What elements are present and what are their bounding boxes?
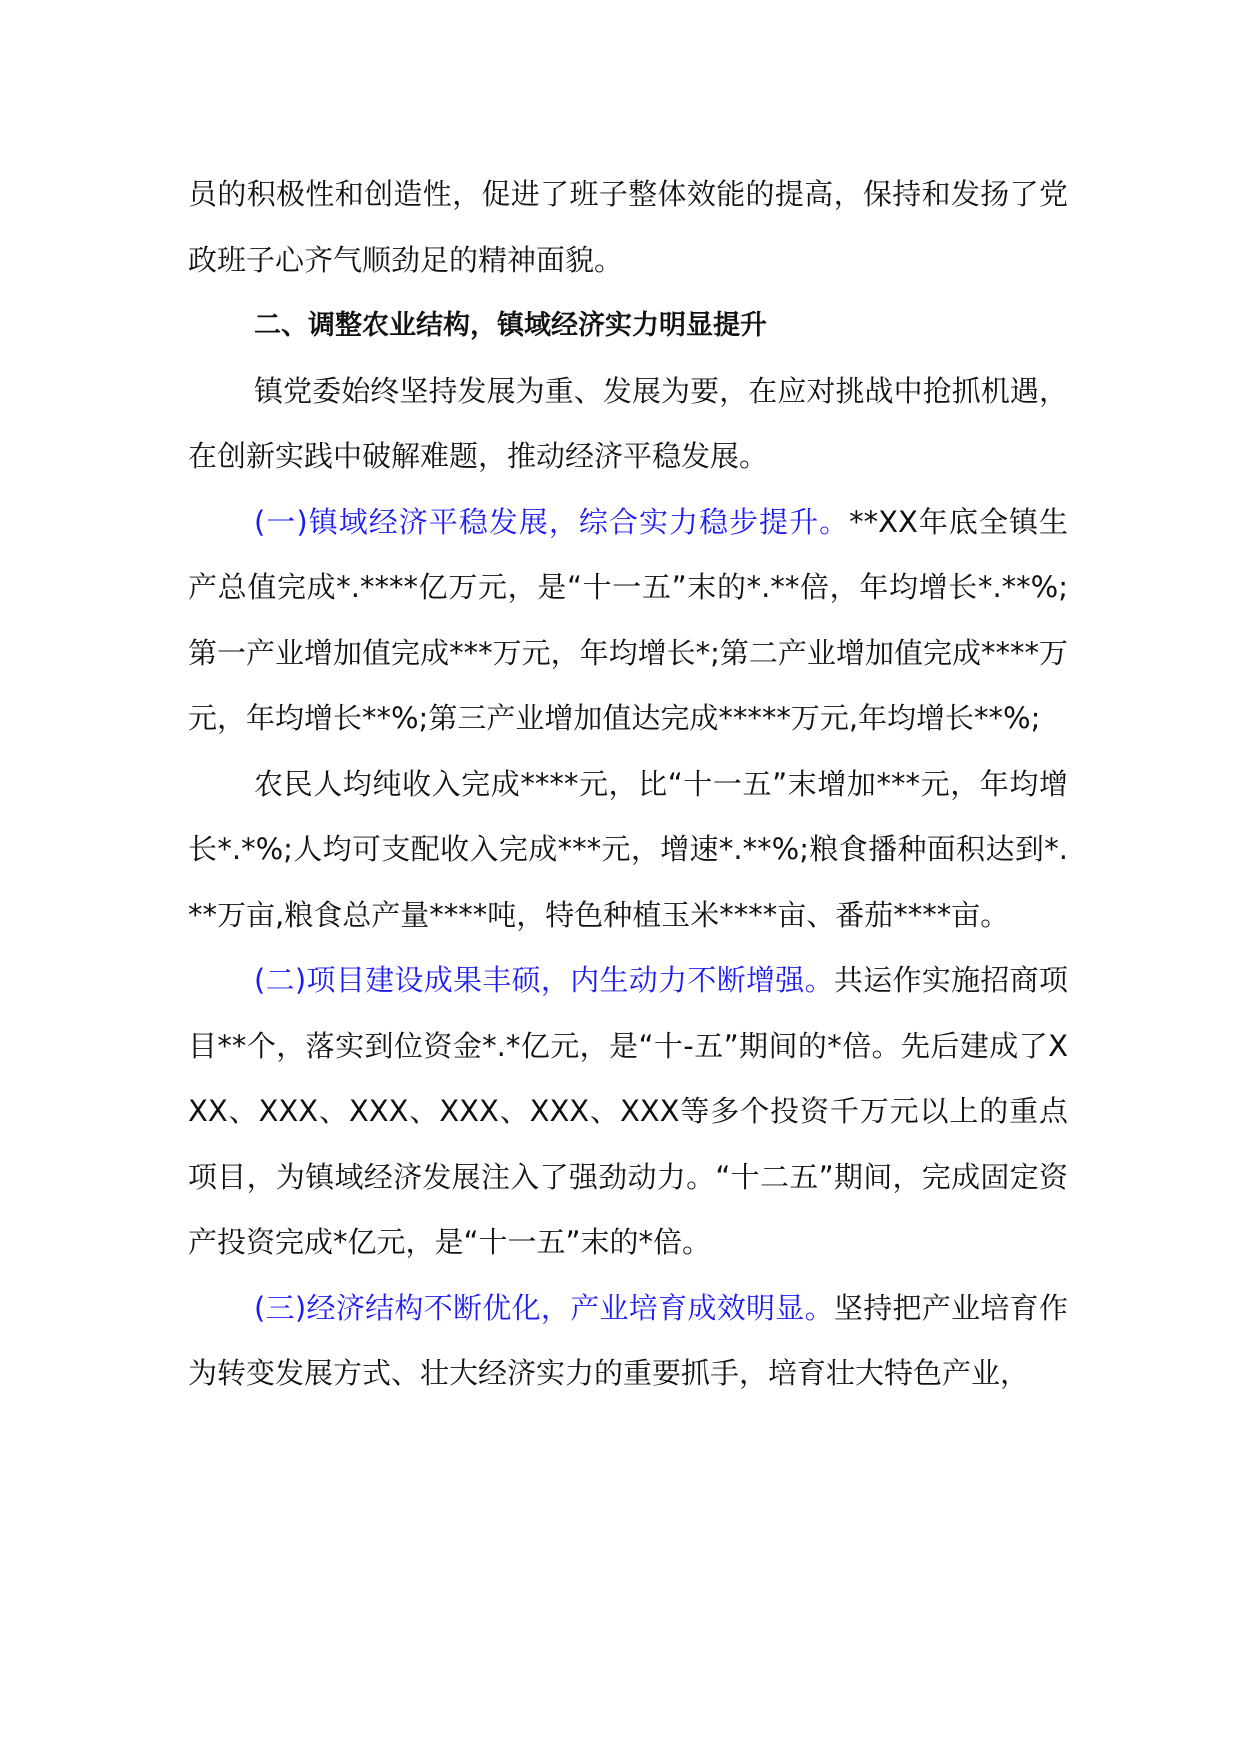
subsection-3-body: 坚持把产业培育作为转变发展方式、壮大经济实力的重要抓手，培育壮大特色产业， (188, 1290, 1068, 1390)
paragraph-farmer-income: 农民人均纯收入完成****元，比“十一五”末增加***元，年均增长*.*%;人均可支配收入完成***元，增速*.**%;粮食播种面积达到*.**万亩,粮食总产量****吨，特色种植玉米****亩、番茄****亩。 (188, 766, 1068, 932)
subsection-1-body: **XX年底全镇生产总值完成*.****亿万元，是“十一五”末的*.**倍，年均增长*.**%;第一产业增加值完成***万元，年均增长*;第二产业增加值完成****万元，年均增长**%;第三产业增加值达完成*****万元,年均增长**%; (188, 504, 1068, 735)
paragraph-intro: 镇党委始终坚持发展为重、发展为要，在应对挑战中抢抓机遇，在创新实践中破解难题，推动经济平稳发展。 (188, 373, 1068, 473)
paragraph-continuation: 员的积极性和创造性，促进了班子整体效能的提高，保持和发扬了党政班子心齐气顺劲足的精神面貌。 (188, 177, 1068, 277)
subsection-1-title: (一)镇域经济平稳发展，综合实力稳步提升。 (254, 504, 850, 539)
paragraph-subsection-3 (188, 1276, 1068, 1407)
document-page (188, 162, 1068, 1407)
paragraph-subsection-2 (188, 948, 1068, 1276)
subsection-2-title: (二)项目建设成果丰硕，内生动力不断增强。 (254, 963, 834, 997)
subsection-3-title: (三)经济结构不断优化，产业培育成效明显。 (254, 1290, 834, 1325)
paragraph-subsection-1 (188, 490, 1068, 752)
section-heading: 二、调整农业结构，镇域经济实力明显提升 (254, 310, 767, 341)
subsection-2-body: 共运作实施招商项目**个，落实到位资金*.*亿元，是“十-五”期间的*倍。先后建成了XXX、XXX、XXX、XXX、XXX、XXX等多个投资千万元以上的重点项目，为镇域经济发展注入了强劲动力。“十二五”期间，完成固定资产投资完成*亿元，是“十一五”末的*倍。 (188, 963, 1068, 1259)
